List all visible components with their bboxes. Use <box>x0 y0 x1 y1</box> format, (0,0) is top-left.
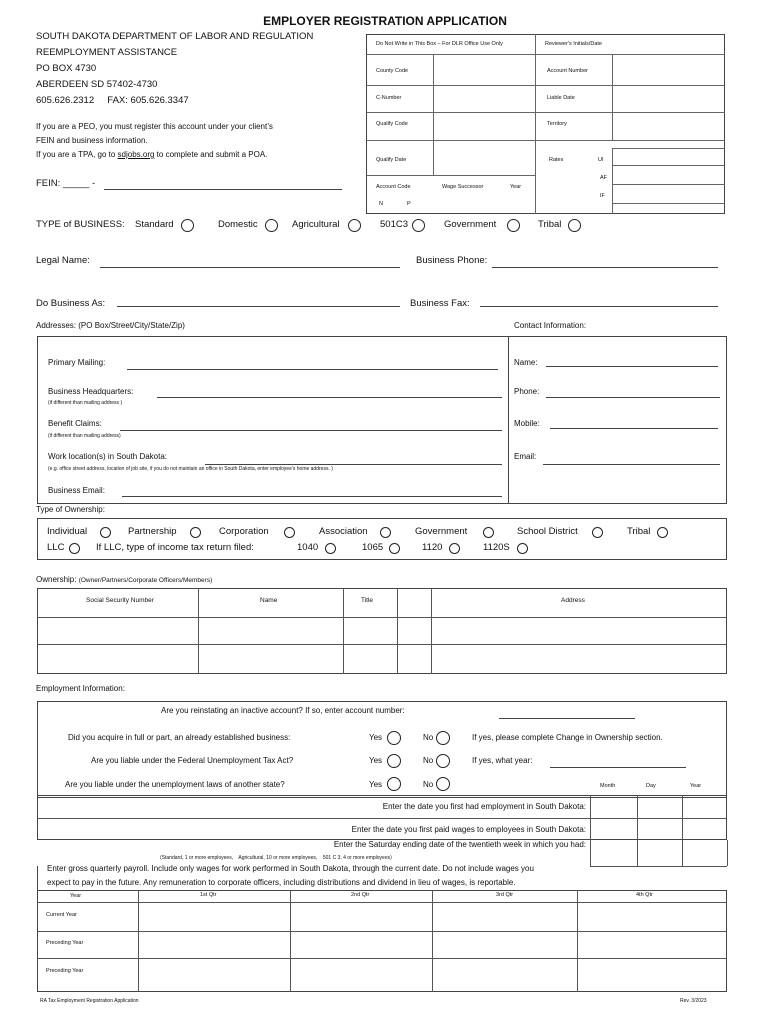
if-label: IF <box>600 193 605 199</box>
benefit-claims-label: Benefit Claims: <box>48 419 102 428</box>
acquire-yes-radio[interactable] <box>387 731 401 745</box>
ownership-tribal-label: Tribal <box>627 526 651 537</box>
business-hq-label: Business Headquarters: <box>48 387 134 396</box>
employment-info-label: Employment Information: <box>36 684 125 693</box>
qualify-code-label: Qualify Code <box>376 121 408 127</box>
ownership-corporation-label: Corporation <box>219 526 269 537</box>
agency-name: SOUTH DAKOTA DEPARTMENT OF LABOR AND REGULATION <box>36 31 314 42</box>
footer-form-name: RA Tax Employment Registration Application <box>40 998 139 1004</box>
payroll-header-q4: 4th Qtr <box>636 892 653 898</box>
contact-phone-input[interactable] <box>546 397 720 398</box>
first-employment-day-input[interactable] <box>638 796 681 818</box>
ownership-school-district-radio[interactable] <box>592 527 603 538</box>
ownership-header-address: Address <box>561 597 585 604</box>
c-number-label: C-Number <box>376 95 402 101</box>
account-number-label: Account Number <box>547 68 588 74</box>
tpa-note-pre: If you are a TPA, go to <box>36 150 118 159</box>
ui-label: UI <box>598 157 604 163</box>
contact-info-label: Contact Information: <box>514 321 587 330</box>
business-type-domestic-label: Domestic <box>218 219 258 230</box>
payroll-table <box>37 890 727 992</box>
fein-label: FEIN: _____ - <box>36 178 96 189</box>
ownership-association-radio[interactable] <box>380 527 391 538</box>
tax-form-1065-radio[interactable] <box>389 543 400 554</box>
contact-email-label: Email: <box>514 452 537 461</box>
contact-mobile-input[interactable] <box>550 428 718 429</box>
agency-city: ABERDEEN SD 57402-4730 <box>36 79 158 90</box>
agency-division: REEMPLOYMENT ASSISTANCE <box>36 47 178 58</box>
tax-form-1120s-label: 1120S <box>483 542 510 553</box>
ownership-school-district-label: School District <box>517 526 578 537</box>
addresses-label: Addresses: (PO Box/Street/City/State/Zip) <box>36 321 185 330</box>
ownership-partnership-label: Partnership <box>128 526 177 537</box>
payroll-instructions-2: expect to pay in the future. Any remuneration to corporate officers, including distributions and dividend in lieu of wages, is reportable. <box>47 878 516 887</box>
business-type-standard-label: Standard <box>135 219 174 230</box>
tax-form-1065-label: 1065 <box>362 542 384 553</box>
other-state-no-radio[interactable] <box>436 777 450 791</box>
tpa-note-post: to complete and submit a POA. <box>154 150 268 159</box>
tax-form-1040-label: 1040 <box>297 542 319 553</box>
wage-successor-label: Wage Successor <box>442 184 484 190</box>
payroll-row-preceding-year-1: Preceding Year <box>46 940 84 946</box>
contact-phone-label: Phone: <box>514 387 540 396</box>
peo-note-2: FEIN and business information. <box>36 136 148 145</box>
first-employment-year-input[interactable] <box>683 796 726 818</box>
ownership-header-name: Name <box>260 597 278 604</box>
business-type-501c3-label: 501C3 <box>380 219 408 230</box>
contact-email-input[interactable] <box>543 464 720 465</box>
date-first-wages-label: Enter the date you first paid wages to employees in South Dakota: <box>351 825 586 834</box>
reviewer-initials-label: Reviewer's Initials/Date <box>545 41 602 47</box>
fein-input[interactable] <box>104 189 342 190</box>
business-type-tribal-label: Tribal <box>538 219 562 230</box>
agency-po-box: PO BOX 4730 <box>36 63 97 74</box>
payroll-header-q3: 3rd Qtr <box>496 892 514 898</box>
sdjobs-link[interactable]: sdjobs.org <box>117 150 155 159</box>
legal-name-input[interactable] <box>100 267 400 268</box>
business-hq-input[interactable] <box>157 397 502 398</box>
ownership-sublabel: (Owner/Partners/Corporate Officers/Members) <box>78 577 213 584</box>
business-type-domestic-radio[interactable] <box>265 219 278 232</box>
tax-form-1120s-radio[interactable] <box>517 543 528 554</box>
futa-question: Are you liable under the Federal Unemployment Tax Act? <box>91 756 294 765</box>
date-twentieth-week-label: Enter the Saturday ending date of the twentieth week in which you had: <box>333 840 586 849</box>
futa-yes-radio[interactable] <box>387 754 401 768</box>
ownership-type-box <box>37 518 727 560</box>
business-type-standard-radio[interactable] <box>181 219 194 232</box>
business-email-label: Business Email: <box>48 486 105 495</box>
day-label: Day <box>646 783 656 789</box>
af-label: AF <box>600 175 608 181</box>
contact-name-label: Name: <box>514 358 538 367</box>
acquire-no-radio[interactable] <box>436 731 450 745</box>
qualify-date-label: Qualify Date <box>376 157 407 163</box>
primary-mailing-label: Primary Mailing: <box>48 358 106 367</box>
ownership-partnership-radio[interactable] <box>190 527 201 538</box>
twentieth-week-note: (Standard, 1 or more employees, Agricultural, 10 or more employees, 501 C 3, 4 or more employees) <box>160 855 392 861</box>
other-state-yes-label: Yes <box>369 780 383 789</box>
ownership-type-label: Type of Ownership: <box>36 505 105 514</box>
contact-mobile-label: Mobile: <box>514 419 540 428</box>
county-code-label: County Code <box>376 68 409 74</box>
payroll-header-year: Year <box>70 893 82 899</box>
business-type-tribal-radio[interactable] <box>568 219 581 232</box>
business-type-agricultural-radio[interactable] <box>348 219 361 232</box>
year-label: Year <box>690 783 702 789</box>
business-fax-input[interactable] <box>480 306 718 307</box>
contact-name-input[interactable] <box>546 366 718 367</box>
business-type-agricultural-label: Agricultural <box>292 219 340 230</box>
ownership-row-2[interactable] <box>38 645 726 673</box>
tax-form-1040-radio[interactable] <box>325 543 336 554</box>
ownership-label <box>36 575 212 584</box>
ownership-government-label: Government <box>415 526 468 537</box>
ownership-llc-radio[interactable] <box>69 543 80 554</box>
ownership-government-radio[interactable] <box>483 527 494 538</box>
futa-yes-label: Yes <box>369 756 383 765</box>
other-state-no-label: No <box>423 780 434 789</box>
ownership-tribal-radio[interactable] <box>657 527 668 538</box>
payroll-row-preceding-year-2: Preceding Year <box>46 968 84 974</box>
form-title: EMPLOYER REGISTRATION APPLICATION <box>263 14 507 28</box>
first-employment-month-input[interactable] <box>591 796 636 818</box>
footer-revision: Rev. 3/2023 <box>680 998 707 1004</box>
n-label: N <box>379 201 383 207</box>
acquire-yes-label: Yes <box>369 733 383 742</box>
business-type-label: TYPE of BUSINESS: <box>36 219 125 230</box>
acquire-question: Did you acquire in full or part, an already established business: <box>68 733 291 742</box>
ownership-corporation-radio[interactable] <box>284 527 295 538</box>
territory-label: Territory <box>547 121 567 127</box>
ownership-individual-label: Individual <box>47 526 88 537</box>
date-first-employment-label: Enter the date you first had employment in South Dakota: <box>382 802 586 811</box>
office-use-note: Do Not Write in This Box – For DLR Office Use Only <box>376 41 503 47</box>
ownership-header-ssn: Social Security Number <box>86 597 154 604</box>
office-year-label: Year <box>510 184 522 190</box>
dba-label: Do Business As: <box>36 298 106 309</box>
business-type-501c3-radio[interactable] <box>412 219 425 232</box>
ownership-association-label: Association <box>319 526 368 537</box>
agency-phone-fax: 605.626.2312 FAX: 605.626.3347 <box>36 95 189 106</box>
month-label: Month <box>600 783 616 789</box>
payroll-row-current-year: Current Year <box>46 912 77 918</box>
p-label: P <box>407 201 411 207</box>
business-phone-input[interactable] <box>492 267 718 268</box>
business-type-government-radio[interactable] <box>507 219 520 232</box>
work-location-note: (e.g. office street address, location of job site, if you do not maintain an office in South Dakota, enter employee’s home address. ) <box>48 466 333 472</box>
ownership-individual-radio[interactable] <box>100 527 111 538</box>
legal-name-label: Legal Name: <box>36 255 90 266</box>
work-location-label: Work location(s) in South Dakota: <box>48 452 168 461</box>
liable-date-label: Liable Date <box>547 95 575 101</box>
reinstate-question: Are you reinstating an inactive account? If so, enter account number: <box>161 706 405 715</box>
business-type-government-label: Government <box>444 219 497 230</box>
acquire-note: If yes, please complete Change in Ownership section. <box>472 733 663 742</box>
ownership-label-text: Ownership: <box>36 575 77 584</box>
reinstate-account-input[interactable] <box>499 718 635 719</box>
llc-tax-return-label: If LLC, type of income tax return filed: <box>96 542 254 553</box>
work-location-input[interactable] <box>205 464 502 465</box>
account-code-label: Account Code <box>376 184 411 190</box>
other-state-question: Are you liable under the unemployment laws of another state? <box>65 780 285 789</box>
futa-year-input[interactable] <box>550 767 686 768</box>
address-box <box>37 336 727 504</box>
tax-form-1120-label: 1120 <box>422 542 443 553</box>
ownership-header-title: Title <box>361 597 374 604</box>
tax-form-1120-radio[interactable] <box>449 543 460 554</box>
other-state-yes-radio[interactable] <box>387 777 401 791</box>
business-fax-label: Business Fax: <box>410 298 470 309</box>
benefit-claims-input[interactable] <box>120 430 502 431</box>
rates-label: Rates <box>549 157 564 163</box>
primary-mailing-input[interactable] <box>127 369 498 370</box>
benefit-claims-note: (if different than mailing address) <box>48 433 121 439</box>
office-use-box <box>366 34 725 214</box>
payroll-header-q1: 1st Qtr <box>200 892 217 898</box>
dba-input[interactable] <box>117 306 400 307</box>
business-phone-label: Business Phone: <box>416 255 488 266</box>
acquire-no-label: No <box>423 733 434 742</box>
business-email-input[interactable] <box>122 496 502 497</box>
futa-note: If yes, what year: <box>472 756 533 765</box>
tpa-note <box>36 150 267 159</box>
payroll-instructions-1: Enter gross quarterly payroll. Include only wages for work performed in South Dakota, through the current date. Do not include wages you <box>47 864 534 873</box>
futa-no-radio[interactable] <box>436 754 450 768</box>
futa-no-label: No <box>423 756 434 765</box>
business-hq-note: (if different than mailing address ) <box>48 400 123 406</box>
ownership-llc-label: LLC <box>47 542 65 553</box>
peo-note-1: If you are a PEO, you must register this account under your client’s <box>36 122 273 131</box>
ownership-row-1[interactable] <box>38 618 726 644</box>
payroll-header-q2: 2nd Qtr <box>351 892 370 898</box>
